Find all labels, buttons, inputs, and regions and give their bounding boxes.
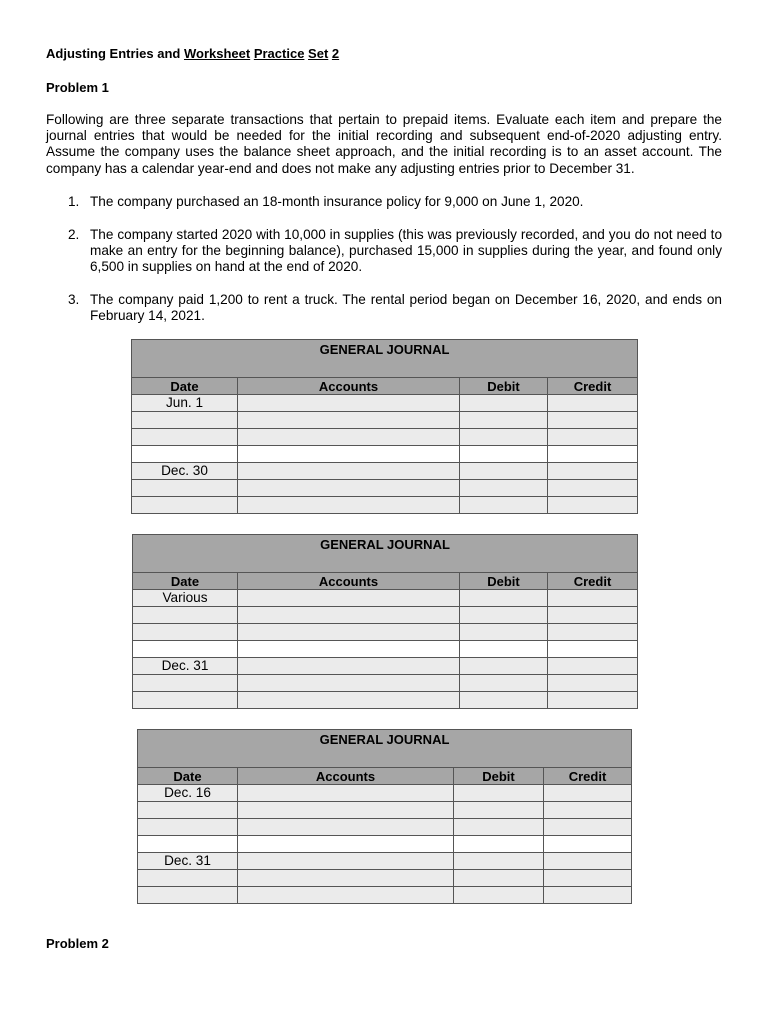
column-header-date: Date	[132, 378, 238, 395]
problem-2-heading: Problem 2	[46, 936, 109, 951]
credit-cell[interactable]	[544, 785, 632, 802]
debit-cell[interactable]	[460, 624, 548, 641]
debit-cell[interactable]	[454, 836, 544, 853]
column-header-credit: Credit	[544, 768, 632, 785]
problem-1-intro: Following are three separate transactions that pertain to prepaid items. Evaluate each item and prepare the journal entries that would be needed for the initial recording and subsequent end-of-2020 adjusting entry. Assume the company uses the balance sheet approach, and the initial recording is to an asset account. The company has a calendar year-end and does not make any adjusting entries prior to December 31.	[46, 112, 722, 176]
credit-cell[interactable]	[548, 675, 638, 692]
debit-cell[interactable]	[460, 692, 548, 709]
title-part: Worksheet	[183, 46, 251, 61]
list-item-number: 2.	[68, 227, 80, 242]
accounts-cell[interactable]	[238, 692, 460, 709]
date-cell[interactable]	[138, 819, 238, 836]
credit-cell[interactable]	[548, 658, 638, 675]
date-cell[interactable]	[138, 870, 238, 887]
table-row	[132, 395, 638, 412]
date-cell[interactable]	[132, 480, 238, 497]
list-item	[68, 292, 722, 324]
date-cell[interactable]	[132, 429, 238, 446]
title-part: Adjusting Entries and	[46, 46, 184, 61]
date-cell[interactable]	[133, 692, 238, 709]
table-row	[138, 870, 632, 887]
date-cell[interactable]: Dec. 31	[133, 658, 238, 675]
date-cell[interactable]: Dec. 16	[138, 785, 238, 802]
date-cell[interactable]: Various	[133, 590, 238, 607]
table-row	[133, 590, 638, 607]
credit-cell[interactable]	[548, 412, 638, 429]
date-cell[interactable]: Dec. 31	[138, 853, 238, 870]
debit-cell[interactable]	[460, 607, 548, 624]
table-row	[133, 675, 638, 692]
date-cell[interactable]	[138, 802, 238, 819]
credit-cell[interactable]	[544, 853, 632, 870]
debit-cell[interactable]	[454, 785, 544, 802]
table-row	[132, 463, 638, 480]
accounts-cell[interactable]	[238, 412, 460, 429]
debit-cell[interactable]	[454, 870, 544, 887]
accounts-cell[interactable]	[238, 463, 460, 480]
debit-cell[interactable]	[460, 658, 548, 675]
accounts-cell[interactable]	[238, 785, 454, 802]
column-header-accounts: Accounts	[238, 768, 454, 785]
table-row	[138, 836, 632, 853]
accounts-cell[interactable]	[238, 675, 460, 692]
credit-cell[interactable]	[544, 836, 632, 853]
date-cell[interactable]	[133, 624, 238, 641]
date-cell[interactable]	[133, 641, 238, 658]
credit-cell[interactable]	[548, 641, 638, 658]
accounts-cell[interactable]	[238, 429, 460, 446]
list-item	[68, 194, 722, 210]
column-header-credit: Credit	[548, 378, 638, 395]
list-item-number: 3.	[68, 292, 80, 307]
column-header-accounts: Accounts	[238, 378, 460, 395]
column-header-debit: Debit	[460, 378, 548, 395]
credit-cell[interactable]	[548, 395, 638, 412]
debit-cell[interactable]	[460, 480, 548, 497]
general-journal-table	[131, 339, 638, 514]
table-row	[132, 480, 638, 497]
credit-cell[interactable]	[548, 463, 638, 480]
table-row	[132, 412, 638, 429]
debit-cell[interactable]	[460, 429, 548, 446]
credit-cell[interactable]	[548, 497, 638, 514]
date-cell[interactable]	[132, 412, 238, 429]
journal-title: GENERAL JOURNAL	[132, 340, 638, 378]
table-row	[138, 785, 632, 802]
column-header-credit: Credit	[548, 573, 638, 590]
column-header-debit: Debit	[460, 573, 548, 590]
title-part: Set	[308, 46, 329, 61]
credit-cell[interactable]	[548, 607, 638, 624]
list-item-number: 1.	[68, 194, 80, 209]
table-row	[138, 802, 632, 819]
date-cell[interactable]	[132, 497, 238, 514]
date-cell[interactable]	[133, 607, 238, 624]
accounts-cell[interactable]	[238, 658, 460, 675]
accounts-cell[interactable]	[238, 497, 460, 514]
list-item	[68, 227, 722, 276]
credit-cell[interactable]	[548, 446, 638, 463]
credit-cell[interactable]	[544, 802, 632, 819]
journal-title: GENERAL JOURNAL	[133, 535, 638, 573]
credit-cell[interactable]	[548, 429, 638, 446]
accounts-cell[interactable]	[238, 819, 454, 836]
accounts-cell[interactable]	[238, 395, 460, 412]
debit-cell[interactable]	[460, 675, 548, 692]
debit-cell[interactable]	[460, 463, 548, 480]
date-cell[interactable]	[138, 887, 238, 904]
debit-cell[interactable]	[454, 887, 544, 904]
list-item-text: The company paid 1,200 to rent a truck. The rental period began on December 16, 2020, and ends on February 14, 2021.	[90, 292, 722, 324]
general-journal-table	[137, 729, 632, 904]
accounts-cell[interactable]	[238, 590, 460, 607]
table-row	[133, 607, 638, 624]
table-row	[138, 853, 632, 870]
general-journal-table	[132, 534, 638, 709]
title-part: Practice	[253, 46, 305, 61]
accounts-cell[interactable]	[238, 607, 460, 624]
accounts-cell[interactable]	[238, 480, 460, 497]
column-header-accounts: Accounts	[238, 573, 460, 590]
column-header-date: Date	[133, 573, 238, 590]
table-row	[138, 887, 632, 904]
credit-cell[interactable]	[544, 887, 632, 904]
debit-cell[interactable]	[460, 641, 548, 658]
table-row	[132, 497, 638, 514]
credit-cell[interactable]	[544, 870, 632, 887]
list-item-text: The company started 2020 with 10,000 in supplies (this was previously recorded, and you do not need to make an entry for the beginning balance), purchased 15,000 in supplies during the year, and found only 6,500 in supplies on hand at the end of 2020.	[90, 227, 722, 275]
journal-title: GENERAL JOURNAL	[138, 730, 632, 768]
table-row	[138, 819, 632, 836]
table-row	[133, 641, 638, 658]
accounts-cell[interactable]	[238, 624, 460, 641]
date-cell[interactable]: Jun. 1	[132, 395, 238, 412]
table-row	[133, 658, 638, 675]
title-part: 2	[331, 46, 340, 61]
list-item-text: The company purchased an 18-month insurance policy for 9,000 on June 1, 2020.	[90, 194, 584, 209]
accounts-cell[interactable]	[238, 887, 454, 904]
date-cell[interactable]	[132, 446, 238, 463]
credit-cell[interactable]	[544, 819, 632, 836]
debit-cell[interactable]	[460, 412, 548, 429]
accounts-cell[interactable]	[238, 802, 454, 819]
date-cell[interactable]: Dec. 30	[132, 463, 238, 480]
debit-cell[interactable]	[460, 446, 548, 463]
credit-cell[interactable]	[548, 692, 638, 709]
table-row	[132, 446, 638, 463]
accounts-cell[interactable]	[238, 870, 454, 887]
credit-cell[interactable]	[548, 480, 638, 497]
table-row	[132, 429, 638, 446]
accounts-cell[interactable]	[238, 853, 454, 870]
debit-cell[interactable]	[454, 853, 544, 870]
date-cell[interactable]	[138, 836, 238, 853]
accounts-cell[interactable]	[238, 641, 460, 658]
column-header-date: Date	[138, 768, 238, 785]
accounts-cell[interactable]	[238, 836, 454, 853]
date-cell[interactable]	[133, 675, 238, 692]
debit-cell[interactable]	[460, 395, 548, 412]
accounts-cell[interactable]	[238, 446, 460, 463]
problem-1-heading: Problem 1	[46, 80, 109, 95]
credit-cell[interactable]	[548, 590, 638, 607]
debit-cell[interactable]	[454, 802, 544, 819]
debit-cell[interactable]	[460, 497, 548, 514]
column-header-debit: Debit	[454, 768, 544, 785]
credit-cell[interactable]	[548, 624, 638, 641]
table-row	[133, 624, 638, 641]
debit-cell[interactable]	[460, 590, 548, 607]
debit-cell[interactable]	[454, 819, 544, 836]
table-row	[133, 692, 638, 709]
document-title	[46, 46, 339, 61]
